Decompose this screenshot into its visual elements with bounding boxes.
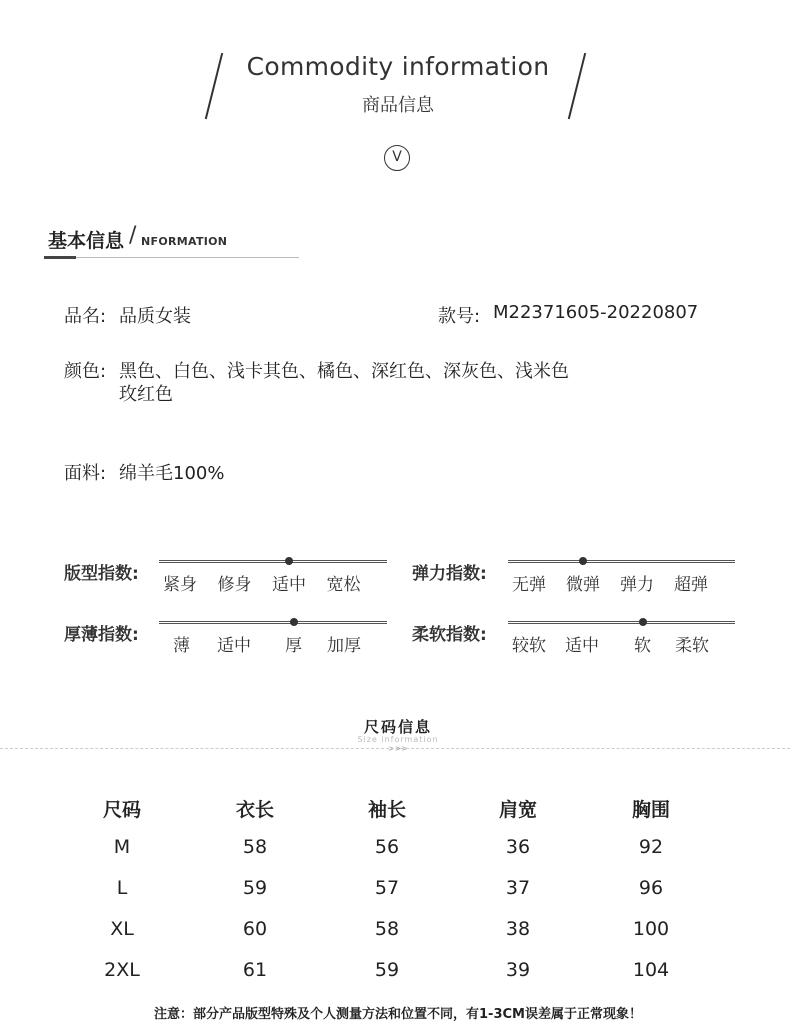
size-section-divider	[0, 748, 790, 749]
table-header-cell: 尺码	[102, 799, 141, 821]
index-track	[159, 621, 387, 624]
table-cell: 37	[505, 877, 531, 899]
index-option: 较软	[512, 636, 546, 656]
page-title-cn: 商品信息	[362, 95, 434, 116]
section-title-en: NFORMATION	[141, 235, 228, 248]
table-cell: 56	[374, 836, 400, 858]
product-name-label: 品名:	[64, 306, 107, 327]
table-cell: 59	[242, 877, 268, 899]
index-option: 超弹	[674, 575, 708, 595]
index-option: 适中	[565, 636, 599, 656]
table-header-cell: 肩宽	[498, 799, 537, 821]
product-code-label: 款号:	[438, 306, 481, 327]
index-option: 紧身	[163, 575, 197, 595]
index-option: 宽松	[326, 575, 361, 595]
table-cell: M	[113, 836, 131, 858]
index-selected-dot	[579, 557, 587, 565]
chevron-down-icon: V	[384, 145, 410, 171]
thickness-index-label: 厚薄指数:	[64, 625, 139, 645]
table-cell: 57	[374, 877, 400, 899]
index-option: 微弹	[566, 575, 600, 595]
table-header-cell: 袖长	[367, 799, 406, 821]
product-name-value: 品质女装	[119, 306, 191, 327]
index-selected-dot	[285, 557, 293, 565]
table-cell: XL	[110, 918, 134, 940]
table-cell: 96	[638, 877, 664, 899]
color-value-line1: 黑色、白色、浅卡其色、橘色、深红色、深灰色、浅米色	[119, 361, 569, 382]
table-cell: 100	[632, 918, 670, 940]
index-option: 适中	[217, 636, 251, 656]
table-cell: 92	[638, 836, 664, 858]
elasticity-index-label: 弹力指数:	[412, 564, 487, 584]
index-option: 适中	[272, 575, 306, 595]
table-cell: 61	[242, 959, 268, 981]
section-title-cn: 基本信息	[48, 230, 125, 252]
fit-index-label: 版型指数:	[64, 564, 139, 584]
fabric-value: 绵羊毛100%	[119, 463, 225, 484]
table-cell: 60	[242, 918, 268, 940]
section-title-slash: /	[129, 223, 137, 248]
index-option: 软	[634, 636, 651, 656]
table-header-cell: 胸围	[631, 799, 670, 821]
fabric-label: 面料:	[64, 463, 107, 484]
index-option: 修身	[217, 575, 252, 595]
index-selected-dot	[290, 618, 298, 626]
index-option: 弹力	[620, 575, 654, 595]
index-option: 薄	[173, 636, 190, 656]
page-title-en: Commodity information	[246, 52, 550, 81]
softness-index-label: 柔软指数:	[412, 625, 487, 645]
index-selected-dot	[639, 618, 647, 626]
index-track	[159, 560, 387, 563]
index-track	[508, 560, 735, 563]
color-value-line2: 玫红色	[119, 384, 173, 405]
table-cell: 104	[632, 959, 670, 981]
section-divider-accent	[44, 256, 76, 259]
size-section-arrow: >>>	[387, 744, 409, 753]
size-section-title: 尺码信息	[363, 718, 432, 736]
color-label: 颜色:	[64, 361, 107, 382]
index-option: 加厚	[327, 636, 361, 656]
table-cell: 39	[505, 959, 531, 981]
table-cell: 38	[505, 918, 531, 940]
table-cell: 58	[242, 836, 268, 858]
index-option: 厚	[285, 636, 302, 656]
product-code-value: M22371605-20220807	[493, 302, 699, 323]
size-section-subtitle: Size information	[357, 735, 439, 744]
index-option: 柔软	[675, 636, 709, 656]
table-cell: 36	[505, 836, 531, 858]
table-cell: 58	[374, 918, 400, 940]
table-cell: 2XL	[104, 959, 140, 981]
section-divider	[44, 257, 299, 258]
index-track	[508, 621, 735, 624]
table-cell: 59	[374, 959, 400, 981]
table-cell: L	[116, 877, 128, 899]
index-option: 无弹	[512, 575, 546, 595]
measurement-note: 注意：部分产品版型特殊及个人测量方法和位置不同，有1-3CM误差属于正常现象！	[154, 1007, 642, 1022]
table-header-cell: 衣长	[235, 799, 274, 821]
